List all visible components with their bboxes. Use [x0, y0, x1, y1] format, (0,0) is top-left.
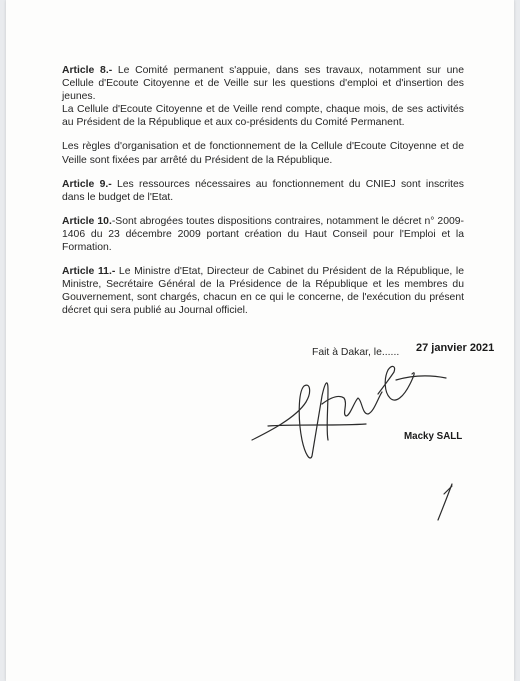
article-9-text: Les ressources nécessaires au fonctionnement du CNIEJ sont inscrites dans le budget de l'Etat.	[62, 178, 464, 203]
signature-loop-main	[252, 383, 328, 458]
signatory-name: Macky SALL	[404, 431, 463, 442]
article-8-text: Le Comité permanent s'appuie, dans ses travaux, notamment sur une Cellule d'Ecoute Citoyenne et de Veille sur les questions d'emploi et d'insertion des jeunes.	[62, 65, 464, 103]
article-8-heading: Article 8.-	[62, 65, 113, 76]
signature-tail	[396, 376, 446, 380]
signature-tick	[444, 486, 452, 494]
place-dots: ......	[381, 347, 400, 358]
signature-flourish	[438, 484, 452, 520]
signature-date: 27 janvier 2021	[416, 342, 495, 354]
document-page	[6, 0, 514, 681]
article-10-text: -Sont abrogées toutes dispositions contraires, notamment le décret n° 2009-1406 du 23 décembre 2009 portant création du Haut Conseil pour l'Emploi et la Formation.	[62, 215, 464, 254]
place-text: Fait à Dakar, le	[312, 347, 382, 358]
article-9-heading: Article 9.-	[62, 178, 112, 190]
article-11-heading: Article 11.-	[62, 266, 116, 278]
cellule-rules-text: Les règles d'organisation et de fonctionnement de la Cellule d'Ecoute Citoyenne et de Veille sont fixées par arrêté du Président de la République.	[62, 141, 464, 166]
handwritten-signature	[6, 0, 514, 681]
article-11-text: Le Ministre d'Etat, Directeur de Cabinet du Président de la République, le Ministre, Secrétaire Général de la Présidence de la République et les membres du Gouvernement, sont chargés, chacun en ce qui le concerne, de l'exécution du présent décret qui sera publié au Journal officiel.	[62, 266, 464, 317]
signature-stroke-b	[378, 366, 414, 400]
cellule-report-text: La Cellule d'Ecoute Citoyenne et de Veille rend compte, chaque mois, de ses activités au Président de la République et aux co-présidents du Comité Permanent.	[62, 104, 464, 129]
signature-strokes	[252, 366, 452, 520]
signature-stroke-a	[322, 392, 382, 416]
article-10-heading: Article 10.	[62, 215, 112, 227]
